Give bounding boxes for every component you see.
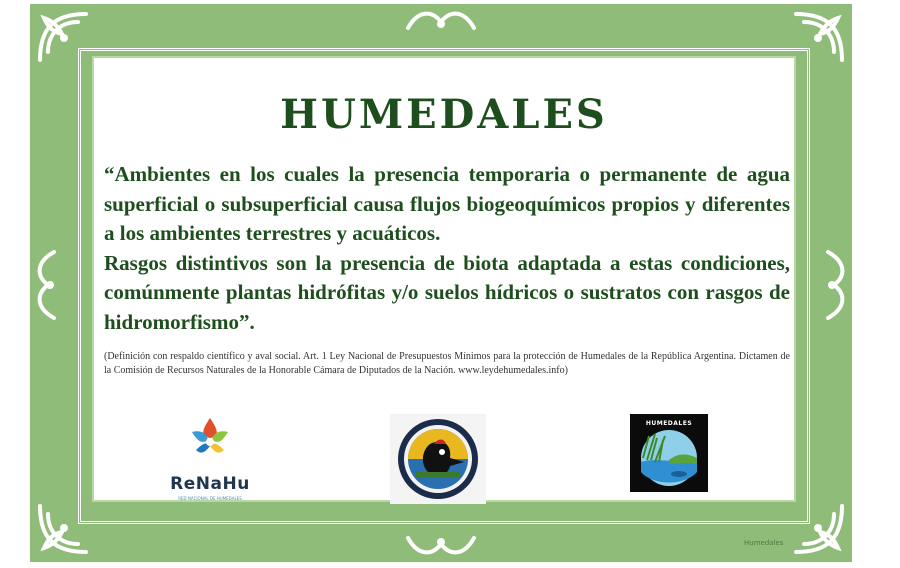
wetland-landscape-icon: [635, 428, 703, 488]
source-note: (Definición con respaldo científico y aval social. Art. 1 Ley Nacional de Presupuestos Mínimos para la protección de Humedales de la República Argentina. Dictamen de la Comisión de Recursos Naturales de la Honorable Cámara de Diputados de la Nación. www.leydehumedales.info): [104, 351, 790, 376]
definition-paragraph: “Ambientes en los cuales la presencia temporaria o permanente de agua superficial o subsuperficial causa flujos biogeoquímicos propios y diferentes a los ambientes terrestres y acuáticos.: [104, 162, 790, 245]
content-panel: [92, 56, 796, 502]
corner-ornament-icon: [34, 500, 92, 558]
humedales-logo-label: HUMEDALES: [645, 420, 693, 427]
watermark-text: Humedales: [744, 539, 784, 547]
top-scroll-ornament-icon: [404, 6, 478, 36]
humedales-logo: [630, 414, 708, 492]
corner-ornament-icon: [790, 8, 848, 66]
definition-paragraph: Rasgos distintivos son la presencia de biota adaptada a estas condiciones, comúnmente plantas hidrófitas y/o suelos hídricos o sustratos con rasgos de hidromorfismo”.: [104, 250, 790, 334]
definition-text: [104, 160, 790, 337]
renahu-logo: [160, 416, 260, 502]
corner-ornament-icon: [34, 8, 92, 66]
bottom-scroll-ornament-icon: [404, 530, 478, 560]
water-drops-icon: [188, 416, 232, 460]
left-scroll-ornament-icon: [32, 248, 62, 322]
renahu-name: ReNaHu: [170, 474, 250, 494]
renahu-subtitle: RED NACIONAL DE HUMEDALES: [178, 496, 242, 501]
woodpecker-badge-logo: [390, 414, 486, 504]
page-title: HUMEDALES: [280, 91, 608, 138]
right-scroll-ornament-icon: [820, 248, 850, 322]
corner-ornament-icon: [790, 500, 848, 558]
woodpecker-badge-icon: [390, 414, 486, 504]
